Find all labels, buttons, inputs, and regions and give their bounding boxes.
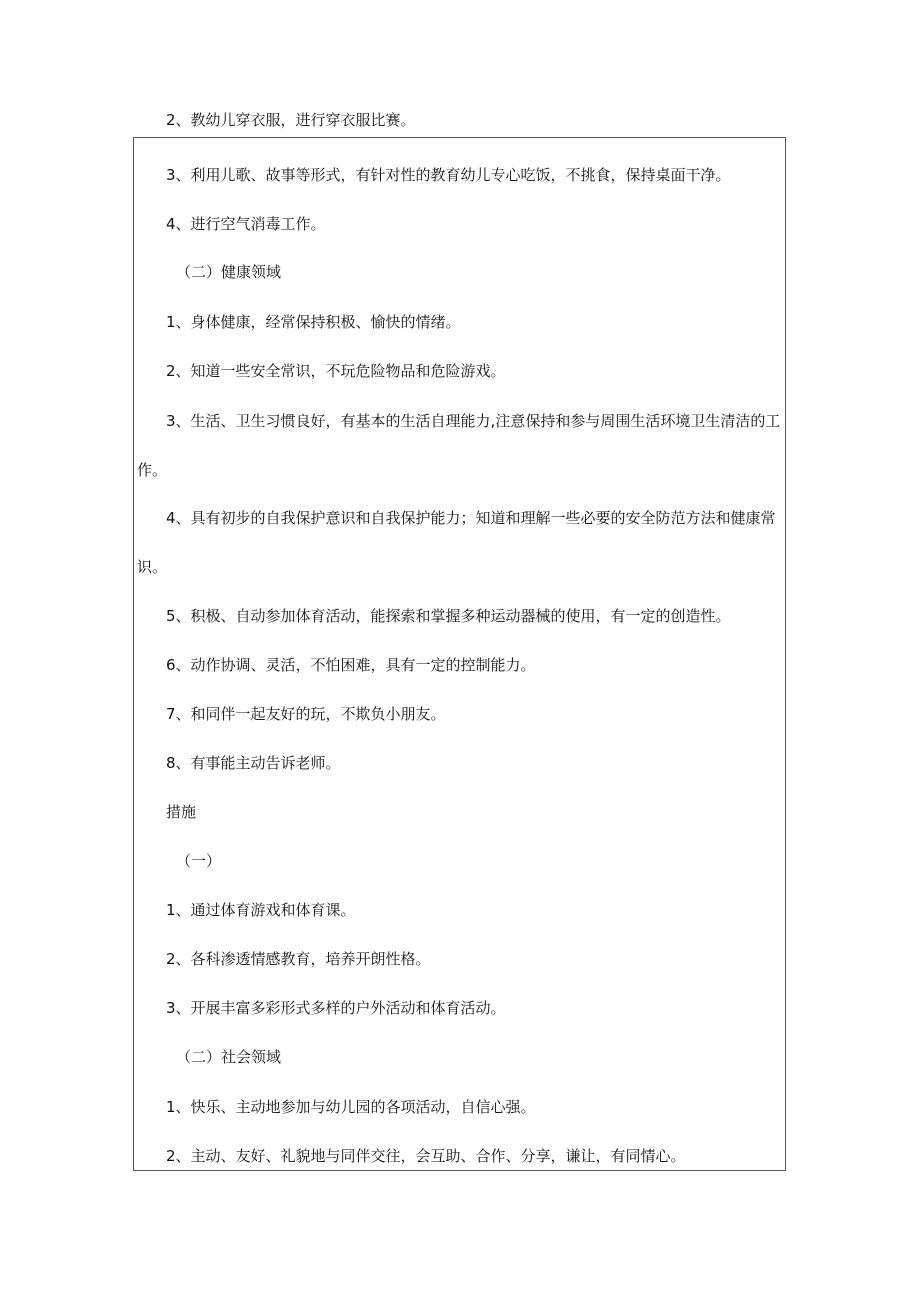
paragraph-health-1: 1、身体健康，经常保持积极、愉快的情绪。: [166, 313, 461, 331]
paragraph-health-3-continued: 作。: [137, 461, 168, 479]
paragraph-air-disinfection: 4、进行空气消毒工作。: [166, 215, 326, 233]
paragraph-health-3: 3、生活、卫生习惯良好，有基本的生活自理能力,注意保持和参与周围生活环境卫生清洁的工: [166, 412, 781, 430]
paragraph-dress-practice: 2、教幼儿穿衣服，进行穿衣服比赛。: [166, 111, 416, 129]
paragraph-meal-education: 3、利用儿歌、故事等形式，有针对性的教育幼儿专心吃饭，不挑食，保持桌面干净。: [166, 166, 731, 184]
paragraph-measures-2: 2、各科渗透情感教育，培养开朗性格。: [166, 950, 431, 968]
heading-measures: 措施: [166, 803, 197, 821]
paragraph-measures-1: 1、通过体育游戏和体育课。: [166, 901, 356, 919]
heading-health-domain: （二）健康领域: [176, 263, 282, 281]
paragraph-health-8: 8、有事能主动告诉老师。: [166, 754, 341, 772]
paragraph-social-1: 1、快乐、主动地参加与幼儿园的各项活动，自信心强。: [166, 1098, 536, 1116]
heading-social-domain: （二）社会领域: [176, 1048, 282, 1066]
paragraph-social-2: 2、主动、友好、礼貌地与同伴交往，会互助、合作、分享，谦让，有同情心。: [166, 1147, 686, 1165]
heading-measures-part-1: （一）: [176, 852, 222, 870]
paragraph-health-4-continued: 识。: [137, 558, 168, 576]
paragraph-health-2: 2、知道一些安全常识，不玩危险物品和危险游戏。: [166, 362, 506, 380]
paragraph-health-6: 6、动作协调、灵活，不怕困难，具有一定的控制能力。: [166, 656, 536, 674]
paragraph-health-7: 7、和同伴一起友好的玩，不欺负小朋友。: [166, 705, 446, 723]
paragraph-health-4: 4、具有初步的自我保护意识和自我保护能力；知道和理解一些必要的安全防范方法和健康常: [166, 509, 776, 527]
paragraph-health-5: 5、积极、自动参加体育活动，能探索和掌握多种运动器械的使用，有一定的创造性。: [166, 607, 731, 625]
paragraph-measures-3: 3、开展丰富多彩形式多样的户外活动和体育活动。: [166, 999, 506, 1017]
